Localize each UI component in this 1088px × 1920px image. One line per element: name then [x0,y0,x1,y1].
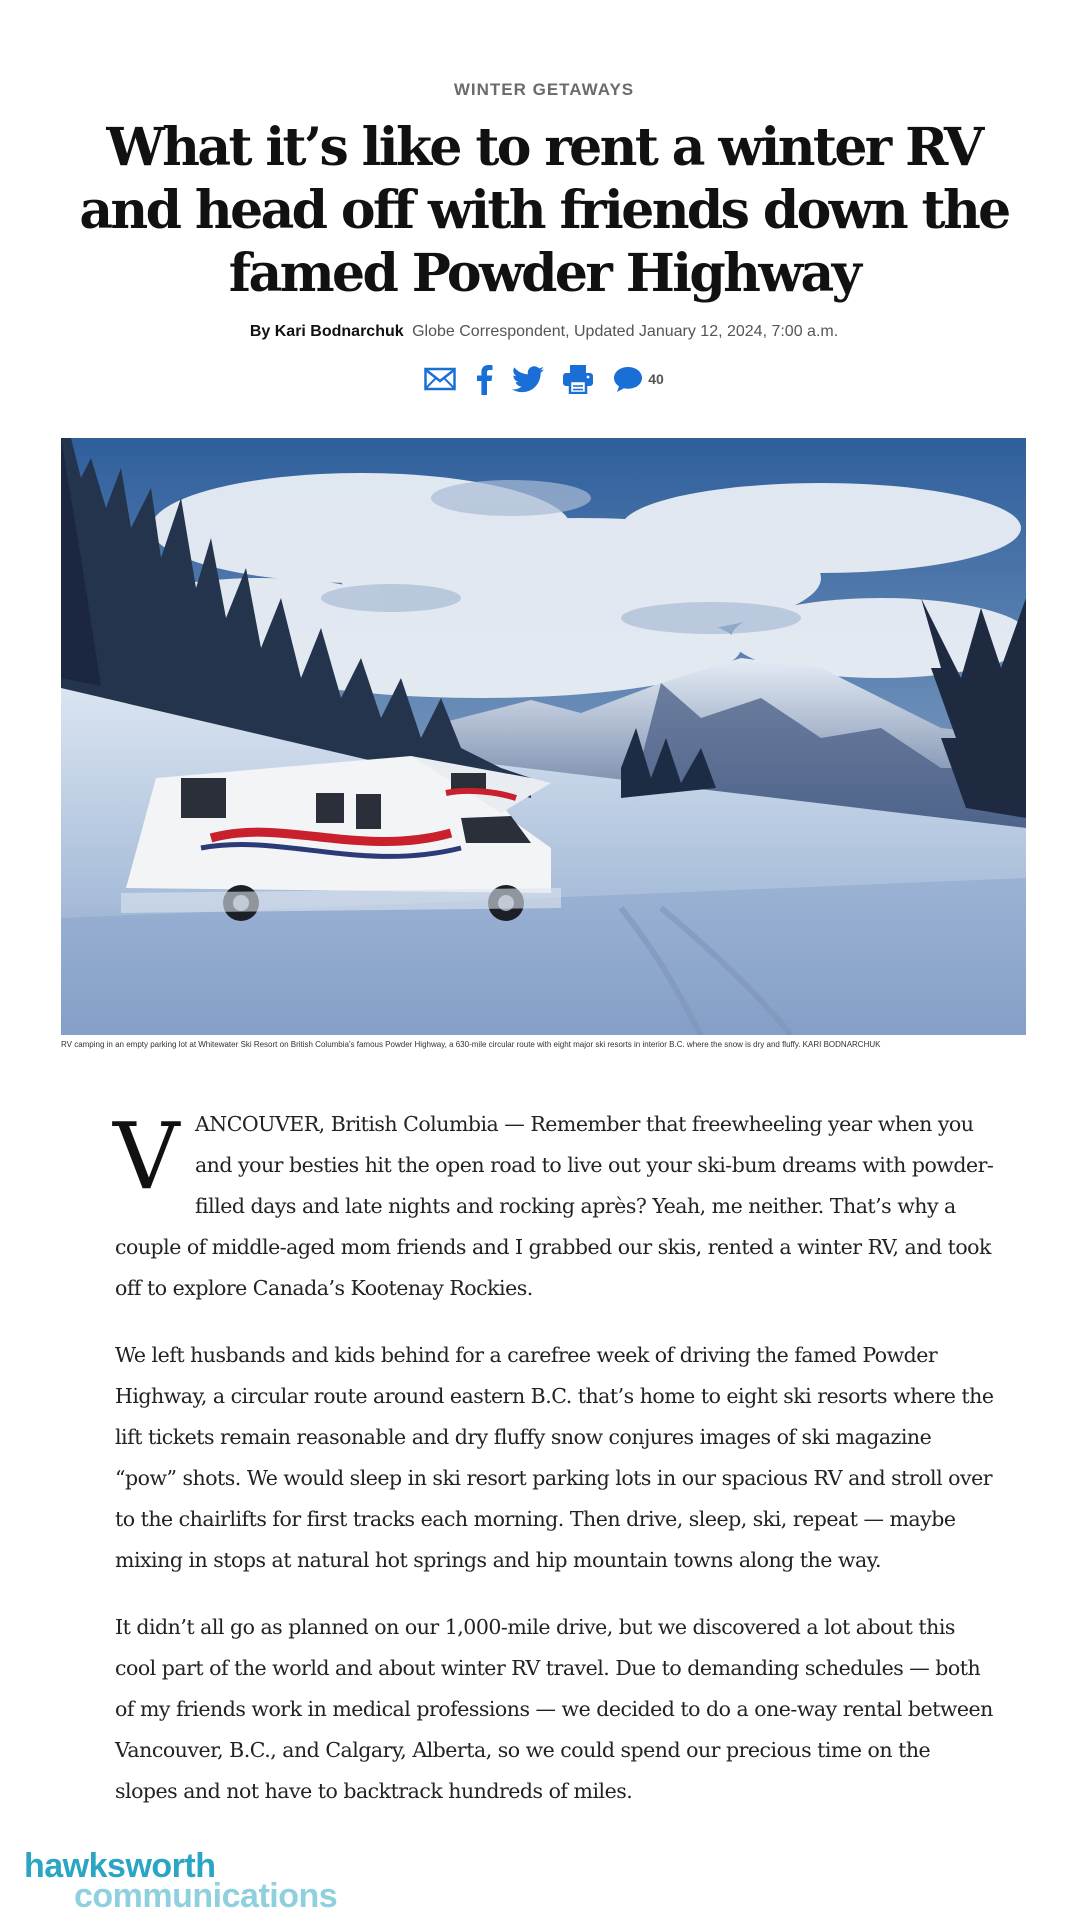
byline-by-label: By [249,323,271,340]
email-icon[interactable] [424,367,456,391]
logo-line-2: communications [74,1877,338,1915]
section-label[interactable]: WINTER GETAWAYS [453,80,635,99]
drop-cap: V [113,1103,179,1210]
paragraph-1 [115,1104,995,1309]
paragraph-1-text: ANCOUVER, British Columbia — Remember that freewheeling year when you and your besties hit the open road to live out your ski-bum dreams with powder-filled days and late nights and rocking après? Yeah, me neither. That’s why a couple of middle-aged mom friends and I grabbed our skis, rented a winter RV, and took off to explore Canada’s Kootenay Rockies. [115,1112,994,1300]
hawksworth-logo [24,1849,337,1913]
photo-caption: RV camping in an empty parking lot at Whitewater Ski Resort on British Columbia's famous Powder Highway, a 630-mile circular route with eight major ski resorts in interior B.C. where the snow is dry and fluffy. KARI BODNARCHUK [61,1040,881,1049]
comment-count: 40 [648,371,664,387]
author-link[interactable]: Kari Bodnarchuk [274,323,404,340]
twitter-icon[interactable] [512,366,544,393]
rv-vehicle [121,756,561,921]
article-body [115,1104,995,1838]
facebook-icon[interactable] [474,363,494,395]
byline [0,323,1088,341]
hero-photo [61,438,1026,1035]
share-bar [0,363,1088,395]
headline: What it’s like to rent a winter RV and head off with friends down the famed Powder Highway [79,117,1009,304]
comments-link[interactable] [612,365,664,393]
paragraph-3: It didn’t all go as planned on our 1,000-mile drive, but we discovered a lot about this cool part of the world and about winter RV travel. Due to demanding schedules — both of my friends work in medical professions — we decided to do a one-way rental between Vancouver, B.C., and Calgary, Alberta, so we could spend our precious time on the slopes and not have to backtrack hundreds of miles. [115,1615,993,1803]
rv-snow-photo [61,438,1026,1035]
comment-icon [612,365,644,393]
logo-line-1: hawksworth [24,1847,216,1885]
print-icon[interactable] [562,364,594,394]
byline-meta: Globe Correspondent, Updated January 12, 2024, 7:00 a.m. [412,323,839,340]
paragraph-2: We left husbands and kids behind for a carefree week of driving the famed Powder Highway, a circular route around eastern B.C. that’s home to eight ski resorts where the lift tickets remain reasonable and dry fluffy snow conjures images of ski magazine “pow” shots. We would sleep in ski resort parking lots in our spacious RV and stroll over to the chairlifts for first tracks each morning. Then drive, sleep, ski, repeat — maybe mixing in stops at natural hot springs and hip mountain towns along the way. [115,1343,994,1572]
